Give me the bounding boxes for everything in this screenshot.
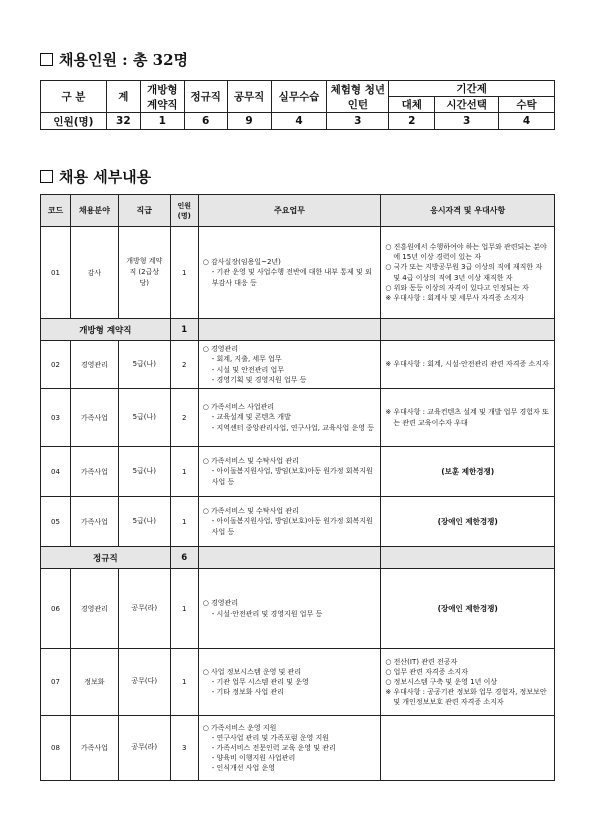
job-grade: 5급(나) xyxy=(118,341,170,389)
duty-line: - 경영기획 및 경영지원 업무 등 xyxy=(211,375,307,384)
header-total: 계 xyxy=(106,81,140,113)
duty-line: - 지역센터 중앙관리사업, 연구사업, 교육사업 운영 등 xyxy=(211,423,375,432)
section2-title: 채용 세부내용 xyxy=(59,168,152,186)
qual-line: ○ 진흥원에서 수행하여야 하는 업무와 관련되는 분야에 15년 이상 경력이 있는 자 xyxy=(385,243,547,262)
group-count: 1 xyxy=(170,319,198,341)
duty-line: ○ 경영관리 xyxy=(202,345,239,354)
job-field: 가족사업 xyxy=(70,447,118,497)
duty-line: - 기관 운영 및 사업수행 전반에 대한 내부 통제 및 외부감사 대응 등 xyxy=(211,268,372,287)
job-quals xyxy=(381,649,555,716)
job-grade: 5급(나) xyxy=(118,389,170,447)
cell-timeselect: 3 xyxy=(435,113,499,130)
job-count: 3 xyxy=(170,716,198,781)
checkbox-square-icon xyxy=(40,170,53,183)
job-row xyxy=(41,497,555,547)
qual-line: ※ 우대사항 : 교육컨텐츠 설계 및 개발 업무 경험자 또는 관련 교육이수자 우대 xyxy=(385,408,549,427)
header-interim: 기간제 xyxy=(389,81,555,97)
duty-line: ○ 가족서비스 및 수탁사업 관리 xyxy=(202,507,299,516)
job-duties xyxy=(198,716,381,781)
duty-line: - 가족서비스 전문인력 교육 운영 및 관리 xyxy=(211,743,336,752)
job-grade: 공무(라) xyxy=(118,569,170,649)
header-quals: 응시자격 및 우대사항 xyxy=(381,195,555,227)
cell-regular: 6 xyxy=(184,113,227,130)
job-field: 가족사업 xyxy=(70,716,118,781)
duty-line: - 기관 업무 시스템 관리 및 운영 xyxy=(211,677,309,686)
job-code: 05 xyxy=(41,497,71,547)
details-table xyxy=(40,194,555,781)
duty-line: - 연구사업 관리 및 가족포럼 운영 지원 xyxy=(211,733,330,742)
header-code: 코드 xyxy=(41,195,71,227)
duty-line: - 인식개선 사업 운영 xyxy=(211,764,276,773)
qual-line: ○ 전산(IT) 관련 전공자 xyxy=(385,657,458,666)
header-trainee: 실무수습 xyxy=(271,81,327,113)
job-duties xyxy=(198,497,381,547)
job-code: 07 xyxy=(41,649,71,716)
group-empty xyxy=(381,547,555,569)
job-field: 가족사업 xyxy=(70,497,118,547)
qual-line: ○ 업무 관련 자격증 소지자 xyxy=(385,667,468,676)
duty-line: ○ 경영관리 xyxy=(202,599,239,608)
header-duties: 주요업무 xyxy=(198,195,381,227)
job-duties xyxy=(198,447,381,497)
cell-total: 32 xyxy=(106,113,140,130)
header-replace: 대체 xyxy=(389,97,435,113)
job-duties xyxy=(198,227,381,319)
job-duties xyxy=(198,389,381,447)
job-quals xyxy=(381,389,555,447)
job-grade: 5급(나) xyxy=(118,447,170,497)
group-subtotal-row xyxy=(41,547,555,569)
job-quals xyxy=(381,497,555,547)
qual-line: (장애인 제한경쟁) xyxy=(437,517,498,526)
job-code: 08 xyxy=(41,716,71,781)
job-code: 02 xyxy=(41,341,71,389)
cell-replace: 2 xyxy=(389,113,435,130)
duty-line: ○ 가족서비스 운영 지원 xyxy=(202,723,277,732)
duty-line: - 시설·안전관리 및 경영지원 업무 등 xyxy=(211,609,323,618)
qual-line: ※ 우대사항 : 회계, 시설·안전관리 관련 자격증 소지자 xyxy=(385,360,549,369)
summary-table xyxy=(40,80,555,130)
job-row xyxy=(41,227,555,319)
job-row xyxy=(41,649,555,716)
job-row xyxy=(41,447,555,497)
job-count: 1 xyxy=(170,497,198,547)
job-count: 2 xyxy=(170,341,198,389)
qual-line: ○ 위와 동등 이상의 자격이 있다고 인정되는 자 xyxy=(385,283,529,292)
job-quals xyxy=(381,569,555,649)
job-count: 1 xyxy=(170,649,198,716)
group-empty xyxy=(381,319,555,341)
job-quals xyxy=(381,716,555,781)
job-quals xyxy=(381,341,555,389)
qual-line: ○ 정보시스템 구축 및 운영 1년 이상 xyxy=(385,677,498,686)
job-field: 감사 xyxy=(70,227,118,319)
duty-line: - 아이돌봄지원사업, 방임(보호)아동 원가정 회복지원 사업 등 xyxy=(211,517,373,536)
details-header-row xyxy=(41,195,555,227)
job-code: 03 xyxy=(41,389,71,447)
job-count: 2 xyxy=(170,389,198,447)
section-title-details xyxy=(40,166,151,187)
job-grade: 공무(라) xyxy=(118,716,170,781)
job-code: 04 xyxy=(41,447,71,497)
duty-line: - 시설 및 안전관리 업무 xyxy=(211,365,284,374)
job-quals xyxy=(381,447,555,497)
duty-line: ○ 가족서비스 사업관리 xyxy=(202,403,275,412)
job-row xyxy=(41,716,555,781)
duty-line: - 기타 정보화 사업 관리 xyxy=(211,688,284,697)
header-sutak: 수탁 xyxy=(499,97,555,113)
group-label: 정규직 xyxy=(41,547,171,569)
duty-line: - 아이돌봄지원사업, 방임(보호)아동 원가정 회복지원 사업 등 xyxy=(211,467,373,486)
duty-line: ○ 가족서비스 및 수탁사업 관리 xyxy=(202,457,299,466)
job-duties xyxy=(198,341,381,389)
header-grade: 직급 xyxy=(118,195,170,227)
job-count: 1 xyxy=(170,569,198,649)
checkbox-square-icon xyxy=(40,53,53,66)
job-duties xyxy=(198,569,381,649)
group-subtotal-row xyxy=(41,319,555,341)
duty-line: ○ 사업 정보시스템 운영 및 관리 xyxy=(202,667,302,676)
header-intern: 체험형 청년인턴 xyxy=(327,81,389,113)
job-field: 경영관리 xyxy=(70,341,118,389)
job-grade: 공무(다) xyxy=(118,649,170,716)
header-regular: 정규직 xyxy=(184,81,227,113)
job-row xyxy=(41,341,555,389)
duty-line: - 교육설계 및 콘텐츠 개발 xyxy=(211,413,291,422)
header-timeselect: 시간선택 xyxy=(435,97,499,113)
group-empty xyxy=(198,319,381,341)
cell-open-contract: 1 xyxy=(140,113,184,130)
cell-official: 9 xyxy=(227,113,271,130)
job-row xyxy=(41,569,555,649)
duty-line: - 회계, 지출, 세무 업무 xyxy=(211,355,282,364)
qual-line: ※ 우대사항 : 공공기관 정보화 업무 경험자, 정보보안 및 개인정보보호 관련 자격증 소지자 xyxy=(385,688,547,707)
job-code: 01 xyxy=(41,227,71,319)
cell-intern: 3 xyxy=(327,113,389,130)
job-field: 정보화 xyxy=(70,649,118,716)
job-field: 가족사업 xyxy=(70,389,118,447)
header-open-contract: 개방형 계약직 xyxy=(140,81,184,113)
qual-line: ※ 우대사항 : 회계사 및 세무사 자격증 소지자 xyxy=(385,293,525,302)
job-quals xyxy=(381,227,555,319)
section-title-hiring-count xyxy=(40,49,188,70)
duty-line: ○ 감사실장(임용일~2년) xyxy=(202,258,281,267)
job-field: 경영관리 xyxy=(70,569,118,649)
header-official: 공무직 xyxy=(227,81,271,113)
group-empty xyxy=(198,547,381,569)
group-count: 6 xyxy=(170,547,198,569)
header-count: 인원 (명) xyxy=(170,195,198,227)
qual-line: (장애인 제한경쟁) xyxy=(437,604,498,613)
header-gubun: 구 분 xyxy=(41,81,107,113)
header-field: 채용분야 xyxy=(70,195,118,227)
job-grade: 개방형 계약직 (2급상당) xyxy=(118,227,170,319)
qual-line: ○ 국가 또는 지방공무원 3급 이상의 직에 재직한 자 및 4급 이상의 직에 3년 이상 재직한 자 xyxy=(385,263,543,282)
job-code: 06 xyxy=(41,569,71,649)
job-count: 1 xyxy=(170,227,198,319)
section1-title: 채용인원 : 총 32명 xyxy=(59,51,189,69)
job-grade: 5급(나) xyxy=(118,497,170,547)
group-label: 개방형 계약직 xyxy=(41,319,171,341)
duty-line: - 양육비 이행지원 사업관리 xyxy=(211,754,296,763)
job-duties xyxy=(198,649,381,716)
cell-sutak: 4 xyxy=(499,113,555,130)
job-row xyxy=(41,389,555,447)
job-count: 1 xyxy=(170,447,198,497)
cell-trainee: 4 xyxy=(271,113,327,130)
qual-line: (보훈 제한경쟁) xyxy=(441,467,495,476)
row-label: 인원(명) xyxy=(41,113,107,130)
